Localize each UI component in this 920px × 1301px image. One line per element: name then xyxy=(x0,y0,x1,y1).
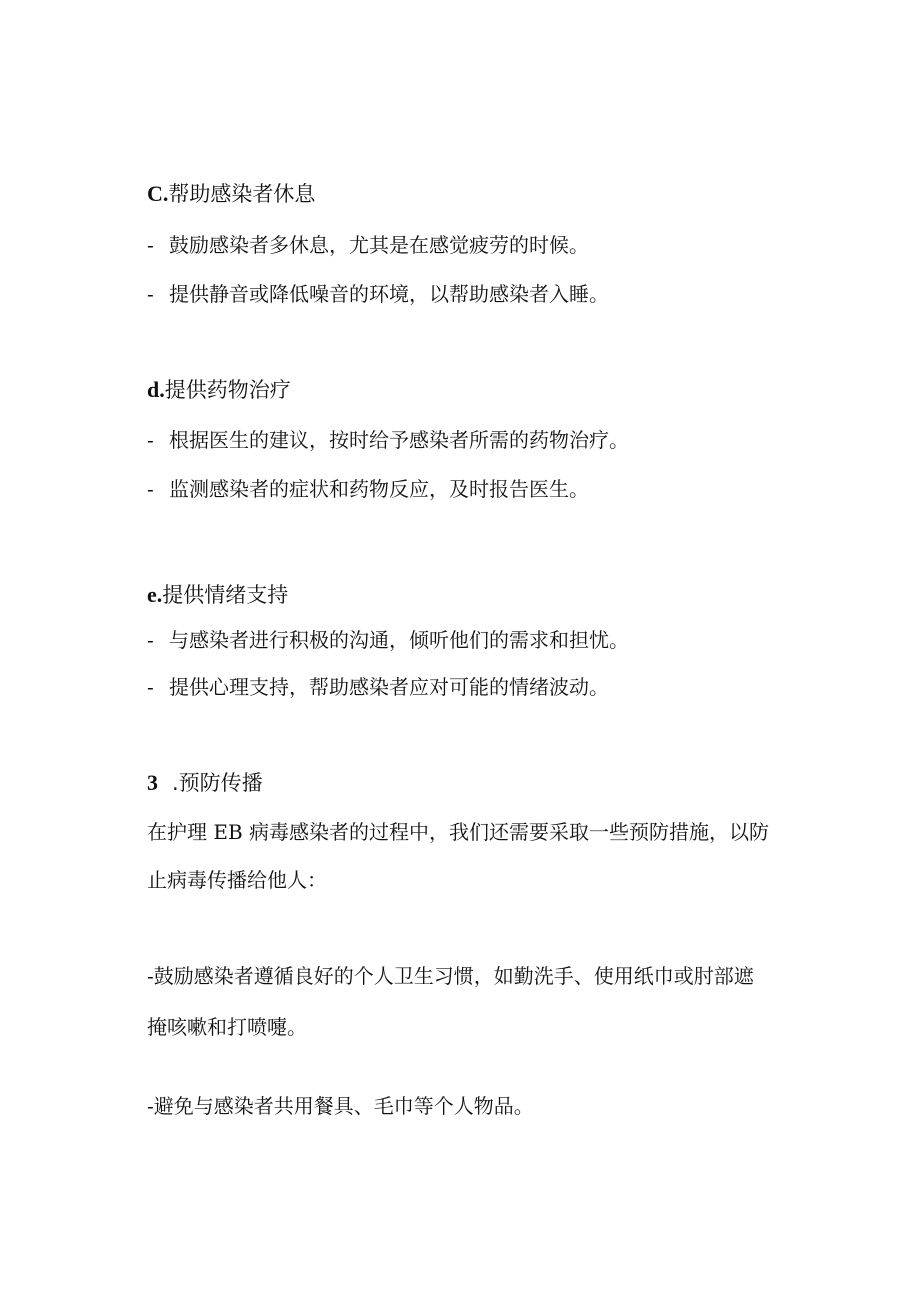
bullet-line-1a: -鼓励感染者遵循良好的个人卫生习惯，如勤洗手、使用纸巾或肘部遮 xyxy=(147,964,754,988)
dash-marker: - xyxy=(147,233,154,257)
section-letter: e. xyxy=(147,582,163,607)
dash-marker: - xyxy=(147,428,154,452)
list-item-text: 与感染者进行积极的沟通，倾听他们的需求和担忧。 xyxy=(169,628,629,652)
section-heading-3 xyxy=(147,769,263,797)
intro-paragraph-line-2: 止病毒传播给他人： xyxy=(147,868,327,892)
section-title: 提供情绪支持 xyxy=(162,583,289,607)
list-item xyxy=(147,673,609,701)
section-heading-c xyxy=(147,180,315,208)
dash-marker: - xyxy=(147,628,154,652)
list-item xyxy=(147,626,629,654)
bullet-line-2: -避免与感染者共用餐具、毛巾等个人物品。 xyxy=(147,1094,534,1118)
list-item-text: 提供静音或降低噪音的环境，以帮助感染者入睡。 xyxy=(169,282,609,306)
list-item xyxy=(147,426,629,454)
dash-marker: - xyxy=(147,477,154,501)
intro-paragraph-line-1: 在护理 EB 病毒感染者的过程中，我们还需要采取一些预防措施，以防 xyxy=(147,820,770,844)
section-heading-d xyxy=(147,376,291,404)
list-item xyxy=(147,231,589,259)
section-letter: d. xyxy=(147,377,165,402)
section-title: .预防传播 xyxy=(172,771,263,795)
section-heading-e xyxy=(147,581,288,609)
list-item-text: 监测感染者的症状和药物反应，及时报告医生。 xyxy=(169,477,589,501)
list-item-text: 根据医生的建议，按时给予感染者所需的药物治疗。 xyxy=(169,428,629,452)
bullet-line-1b: 掩咳嗽和打喷嚏。 xyxy=(147,1015,307,1039)
list-item-text: 鼓励感染者多休息，尤其是在感觉疲劳的时候。 xyxy=(169,233,589,257)
section-number: 3 xyxy=(147,770,158,795)
section-title: 帮助感染者休息 xyxy=(168,182,316,206)
section-title: 提供药物治疗 xyxy=(164,378,291,402)
dash-marker: - xyxy=(147,675,154,699)
dash-marker: - xyxy=(147,282,154,306)
list-item xyxy=(147,475,589,503)
list-item xyxy=(147,280,609,308)
list-item-text: 提供心理支持，帮助感染者应对可能的情绪波动。 xyxy=(169,675,609,699)
section-letter: C. xyxy=(147,181,169,206)
